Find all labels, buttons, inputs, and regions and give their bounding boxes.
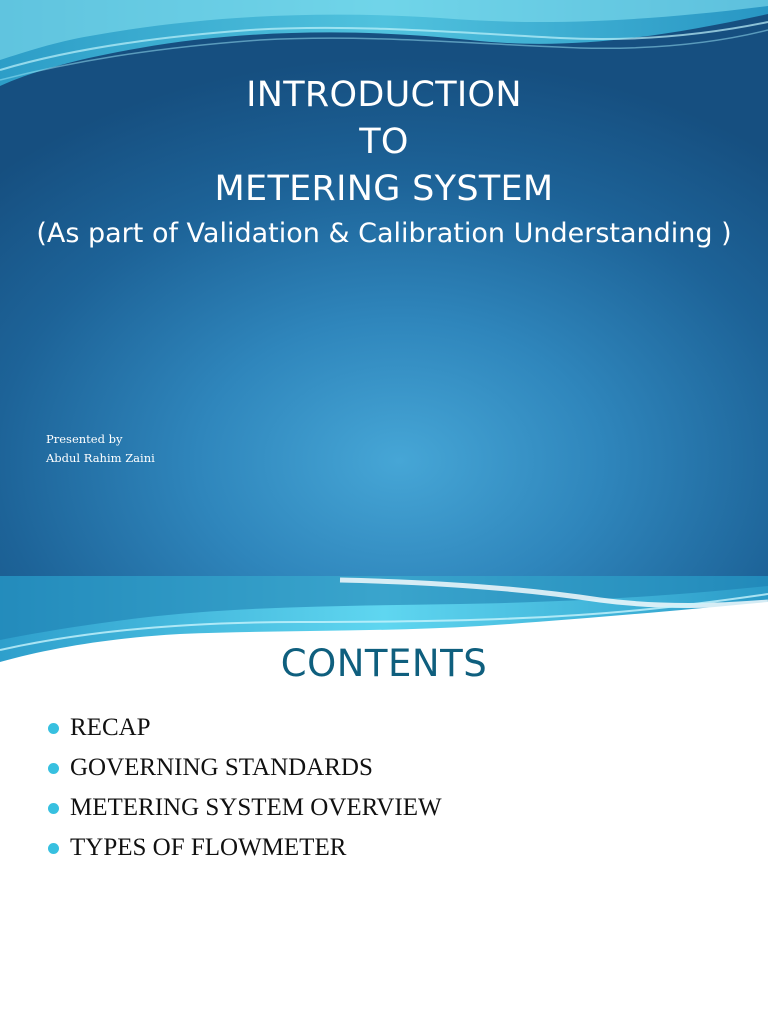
contents-item-types-of-flowmeter bbox=[48, 828, 442, 868]
contents-item-label: GOVERNING STANDARDS bbox=[70, 754, 373, 781]
contents-list bbox=[48, 708, 442, 868]
contents-item-label: METERING SYSTEM OVERVIEW bbox=[70, 794, 442, 821]
title-subtitle: (As part of Validation & Calibration Understanding ) bbox=[36, 218, 732, 249]
contents-heading: CONTENTS bbox=[280, 642, 488, 685]
bullet-icon bbox=[48, 803, 59, 814]
contents-item-metering-system-overview bbox=[48, 788, 442, 828]
title-block bbox=[0, 72, 768, 253]
presenter-name: Abdul Rahim Zaini bbox=[46, 451, 155, 465]
presenter-label: Presented by bbox=[46, 432, 123, 446]
bullet-icon bbox=[48, 843, 59, 854]
title-line-3: METERING SYSTEM bbox=[214, 169, 554, 209]
title-line-2: TO bbox=[359, 122, 409, 162]
presenter-block bbox=[46, 430, 155, 468]
contents-item-governing-standards bbox=[48, 748, 442, 788]
title-line-1: INTRODUCTION bbox=[246, 75, 522, 115]
contents-item-recap bbox=[48, 708, 442, 748]
contents-item-label: RECAP bbox=[70, 714, 151, 741]
contents-slide bbox=[0, 576, 768, 1024]
bullet-icon bbox=[48, 723, 59, 734]
contents-item-label: TYPES OF FLOWMETER bbox=[70, 834, 347, 861]
bullet-icon bbox=[48, 763, 59, 774]
